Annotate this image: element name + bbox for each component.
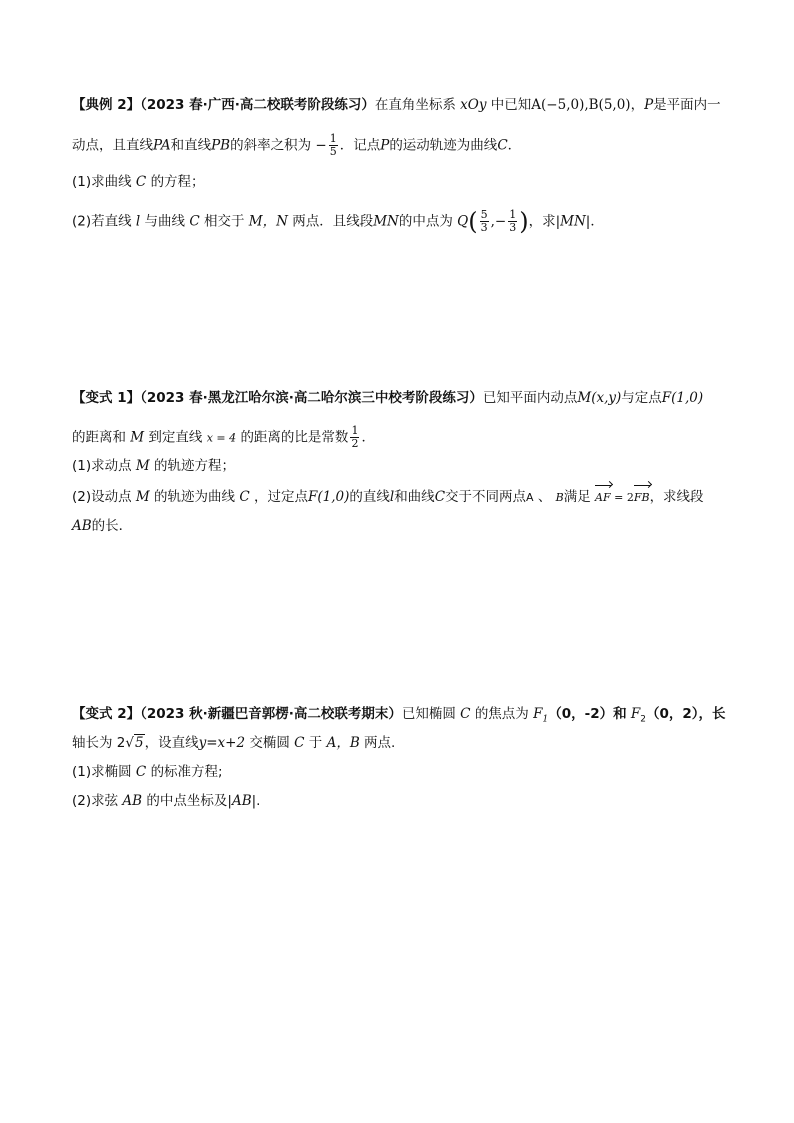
text: (1)求动点 [72,458,132,474]
text: ． [507,137,522,154]
text: 满足 [563,489,591,505]
subscript: 1 [542,714,549,725]
math: C [460,706,471,722]
math: A，B [326,735,360,751]
text: 在直角坐标系 [374,97,456,113]
paren: ) [519,207,529,236]
math: M(x,y) [577,390,622,406]
text: （0，-2）和 [548,706,627,722]
text: ．记点 [339,137,381,154]
text: 到定直线 [148,429,203,446]
text: 的中点为 [398,213,453,230]
math: C [135,764,147,780]
text: ，过定点 [253,489,308,505]
denominator: 3 [509,221,517,234]
subscript: 2 [640,714,647,725]
text: (2)求弦 [72,793,119,809]
text: 的长． [91,518,133,534]
fraction [508,209,517,234]
numerator: 5 [480,208,488,221]
math: xOy [460,97,487,113]
math: AB [72,518,92,534]
text: 交于不同两点 [445,489,527,505]
math: F [630,706,641,722]
vector-FB: FB [634,488,650,508]
math: = 2 [610,491,634,504]
problem3-tag: 【变式 2】 [72,706,141,722]
text: (1)求曲线 [72,174,132,190]
math: C [135,174,147,190]
text: (1)求椭圆 [72,764,132,780]
text: 和直线 [170,137,212,154]
radicand: 5 [135,735,144,751]
problem1-line1 [72,95,721,115]
math: C [434,489,446,505]
math: AB [122,793,143,809]
math: P [644,97,654,113]
text: 已知平面内动点 [482,390,578,406]
math: y=x+2 [198,735,246,751]
text: ，设直线 [144,735,199,751]
vector-AF: AF [595,488,611,508]
denominator: 3 [480,221,488,234]
text: 的距离的比是常数 [240,429,349,446]
text: 的标准方程; [150,764,223,780]
problem3-q1 [72,762,223,782]
problem1-q2 [72,209,604,234]
text: (2)设动点 [72,489,132,505]
math: M [135,489,150,505]
math: A(−5,0),B(5,0) [531,97,631,113]
math: M，N [248,213,288,230]
text: ． [361,429,375,446]
numerator: 1 [509,208,517,221]
math: M [130,429,145,446]
math: C [239,489,250,505]
math: PB [211,137,231,154]
text: 已知椭圆 [401,706,456,722]
text: 的轨迹方程； [154,458,236,474]
problem1-source: （2023 春·广西·高二校联考阶段练习） [140,97,375,113]
fraction [329,133,338,158]
math: MN [373,213,399,230]
text: 于 [308,735,323,751]
denominator: 2 [351,437,359,450]
math: Q [457,213,469,230]
problem2-line2 [72,425,375,450]
text: ，求| [528,213,561,230]
text: 的斜率之积为 − [230,137,327,154]
math: PA [153,137,171,154]
text: 与定点 [621,390,662,406]
math: AB [231,793,252,809]
problem2-q1 [72,456,235,476]
text: |． [585,213,604,230]
problem2-source: （2023 春·黑龙江哈尔滨·高二哈尔滨三中校考阶段练习） [140,390,483,406]
math: C [189,213,200,230]
problem2-tag: 【变式 1】 [72,390,141,406]
math: B [555,491,564,504]
math: l [389,489,395,505]
problem3-line1 [72,704,726,730]
text: |. [251,793,261,809]
math: M [135,458,150,474]
text: 与曲线 [144,213,186,230]
math: P [380,137,390,154]
text: 的轨迹为曲线 [154,489,236,505]
math: l [135,213,141,230]
math: F(1,0) [307,489,350,505]
problem3-q2 [72,791,260,811]
text: 两点. [364,735,396,751]
problem1-tag: 【典例 2】 [72,97,141,113]
text: ，求线段 [649,489,704,505]
math: A [526,491,534,504]
text: 两点．且线段 [292,213,374,230]
problem3-line2 [72,733,395,753]
sqrt: √5 [125,735,144,751]
fraction [480,209,489,234]
text: 的距离和 [72,429,126,446]
text: 是平面内一 [653,97,721,113]
problem2-line1 [72,388,703,408]
problem2-q2-line1 [72,487,704,508]
problem1-line2 [72,133,521,158]
problem3-source: （2023 秋·新疆巴音郭楞·高二校联考期末） [140,706,402,722]
numerator: 1 [351,424,359,437]
problem1-q1 [72,172,205,192]
text: （0，2），长 [646,706,726,722]
text: 的直线 [349,489,390,505]
text: 轴长为 2 [72,735,126,751]
text: 、 [533,489,552,505]
text: (2)若直线 [72,213,132,230]
text: 的焦点为 [474,706,529,722]
text: 交椭圆 [249,735,290,751]
math: x = 4 [206,431,237,445]
text: 相交于 [203,213,245,230]
fraction [350,425,359,450]
math: C [294,735,305,751]
text: 的运动轨迹为曲线 [389,137,498,154]
text: 的方程； [150,174,205,190]
text: 的中点坐标及| [146,793,232,809]
text: 中已知 [490,97,532,113]
text: 和曲线 [394,489,435,505]
math: F(1,0) [661,390,704,406]
text: ， [630,97,645,113]
problem2-q2-line2 [72,516,132,536]
math: MN [560,213,586,230]
math: ,− [490,213,507,230]
denominator: 5 [329,145,337,158]
math: F [533,706,543,722]
math: C [497,137,508,154]
paren: ( [468,207,478,236]
text: 动点，且直线 [72,137,153,154]
numerator: 1 [329,132,337,145]
